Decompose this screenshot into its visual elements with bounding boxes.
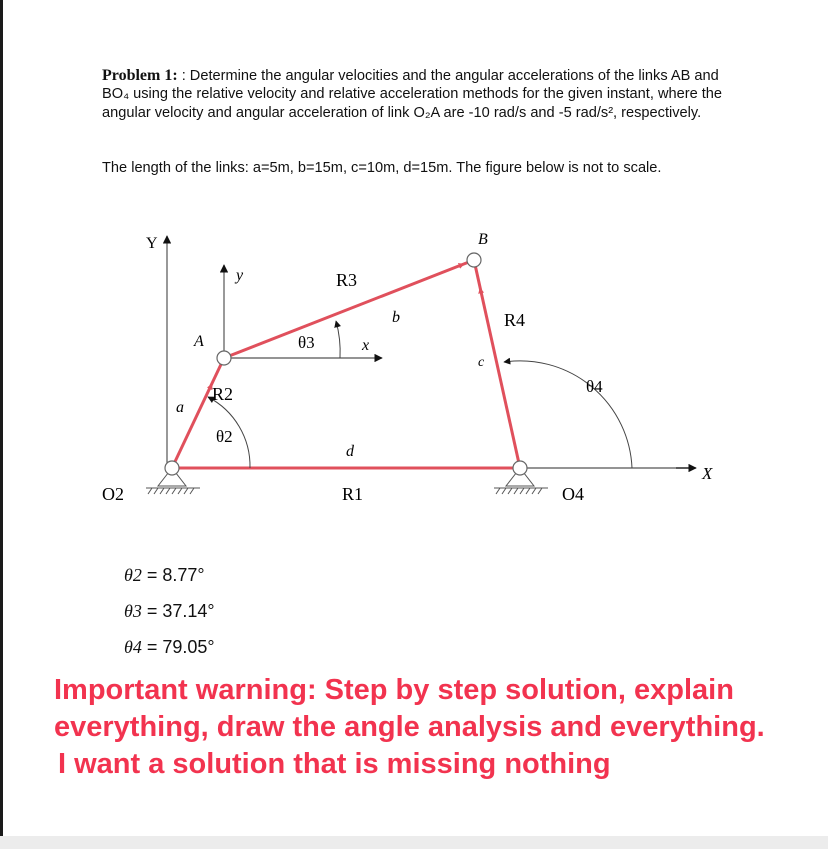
- label-B: B: [478, 231, 488, 248]
- label-a: a: [176, 399, 184, 416]
- four-bar-linkage-diagram: [90, 220, 730, 520]
- label-Y: Y: [146, 235, 158, 252]
- label-theta3: θ3: [298, 333, 315, 352]
- pin-o4: [513, 461, 527, 475]
- angle-theta2: θ2 = 8.77°: [124, 565, 205, 585]
- label-x: x: [362, 337, 370, 354]
- problem-text: : Determine the angular velocities and the angular accelerations of the links AB and BO₄ using the relative velocity and relative acceleration methods for the given instant, where the angular velocity and angular acceleration of link O₂A are -10 rad/s and -5 rad/s², respectively.: [102, 68, 723, 121]
- angle-theta3: θ3 = 37.14°: [124, 601, 215, 621]
- left-border: [0, 0, 3, 836]
- warning-line-2: I want a solution that is missing nothing: [58, 748, 611, 780]
- label-O4: O4: [562, 484, 584, 504]
- theta3-arc: [336, 321, 340, 358]
- pin-b: [467, 253, 481, 267]
- label-theta2: θ2: [216, 427, 233, 446]
- important-warning: [54, 672, 814, 783]
- label-R3: R3: [336, 270, 358, 290]
- label-R1: R1: [342, 484, 364, 504]
- label-R4: R4: [504, 310, 526, 330]
- angle-theta4: θ4 = 79.05°: [124, 637, 215, 657]
- label-A: A: [194, 333, 204, 350]
- label-y: y: [236, 267, 244, 284]
- label-c: c: [478, 355, 485, 370]
- label-d: d: [346, 443, 354, 460]
- problem-title: Problem 1:: [102, 67, 182, 84]
- bottom-strip: [0, 836, 828, 849]
- problem-statement: [102, 67, 742, 122]
- angle-values: [124, 563, 215, 671]
- pin-a: [217, 351, 231, 365]
- label-R2: R2: [212, 384, 234, 404]
- label-b: b: [392, 309, 400, 326]
- r3-arrow: [420, 264, 464, 281]
- warning-line-1: Important warning: Step by step solution, explain everything, draw the angle analysis and everything.: [54, 674, 765, 743]
- label-X: X: [702, 464, 713, 483]
- theta4-arc: [504, 361, 632, 468]
- label-O2: O2: [102, 484, 124, 504]
- label-theta4: θ4: [586, 377, 603, 396]
- r2-arrow: [188, 384, 212, 434]
- pin-o2: [165, 461, 179, 475]
- link-lengths-text: The length of the links: a=5m, b=15m, c=10m, d=15m. The figure below is not to scale.: [102, 160, 662, 176]
